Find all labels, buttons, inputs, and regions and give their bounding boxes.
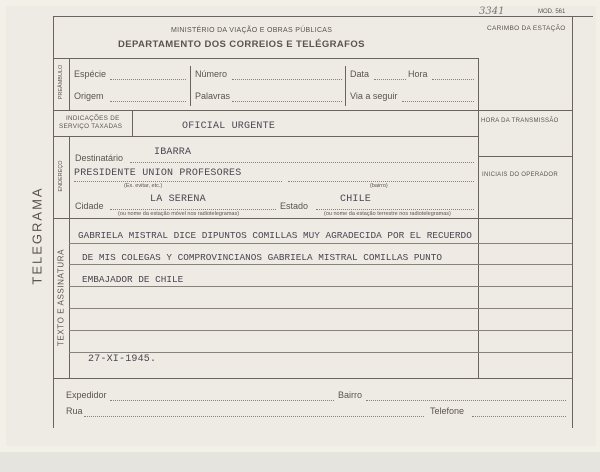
- form-left-border: [53, 16, 54, 428]
- handwritten-number: 3341: [479, 6, 505, 17]
- message-line-1: GABRIELA MISTRAL DICE DIPUNTOS COMILLAS MUY AGRADECIDA POR EL RECUERDO: [78, 230, 472, 241]
- message-rule-3: [69, 286, 572, 287]
- bairro-label: Bairro: [338, 390, 363, 400]
- numero-field[interactable]: [232, 79, 342, 80]
- address-side-label: ENDEREÇO: [58, 160, 64, 192]
- preamble-col1: [190, 66, 191, 106]
- scan-margin: [0, 452, 600, 472]
- via-label: Via a seguir: [350, 91, 398, 101]
- telegram-form: [6, 6, 596, 446]
- destinatario-field[interactable]: [130, 162, 474, 163]
- service-label-line2: SERVIÇO TAXADAS: [59, 123, 123, 130]
- destinatario-value: IBARRA: [154, 147, 192, 158]
- iniciais-operador-label: INICIAIS DO OPERADOR: [482, 172, 559, 178]
- rua-field[interactable]: [84, 416, 424, 417]
- bairro-field[interactable]: [288, 181, 474, 182]
- message-rule-2: [69, 264, 572, 265]
- hint-cidade: (ou nome da estação móvel nos radiotelegramas): [118, 211, 240, 217]
- estado-field[interactable]: [316, 209, 474, 210]
- data-label: Data: [350, 69, 370, 79]
- cidade-label: Cidade: [75, 201, 104, 211]
- address-bottom: [53, 218, 479, 219]
- preamble-bottom: [53, 110, 572, 111]
- message-rule-5: [69, 330, 572, 331]
- stamp-row-divider: [478, 156, 572, 157]
- service-label-line1: INDICAÇÕES DE: [66, 115, 120, 122]
- cidade-value: LA SERENA: [150, 194, 206, 205]
- especie-field[interactable]: [110, 79, 186, 80]
- form-bottom-border: [53, 378, 572, 379]
- hint-estado: (ou nome da estação terrestre nos radiotelegramas): [324, 211, 451, 217]
- palavras-field[interactable]: [232, 101, 342, 102]
- estado-label: Estado: [280, 201, 309, 211]
- service-value: OFICIAL URGENTE: [182, 121, 276, 132]
- form-right-border: [572, 16, 573, 428]
- data-field[interactable]: [374, 79, 406, 80]
- ministry-heading: MINISTÉRIO DA VIAÇÃO E OBRAS PÚBLICAS: [171, 27, 333, 34]
- numero-label: Número: [195, 69, 228, 79]
- address-side-divider: [69, 136, 70, 218]
- message-line-2: DE MIS COLEGAS Y COMPROVINCIANOS GABRIELA MISTRAL COMILLAS PUNTO: [82, 252, 443, 263]
- destinatario-label: Destinatário: [75, 153, 124, 163]
- telefone-label: Telefone: [430, 406, 465, 416]
- message-rule-6: [69, 352, 572, 353]
- telegrama-title: TELEGRAMA: [29, 186, 45, 285]
- form-top-border: [53, 16, 593, 17]
- message-side-label: TEXTO E ASSINATURA: [56, 248, 66, 347]
- message-rule-4: [69, 308, 572, 309]
- hint-bairro: (bairro): [370, 183, 388, 189]
- message-date: 27-XI-1945.: [88, 354, 157, 365]
- palavras-label: Palavras: [195, 91, 231, 101]
- preamble-top: [53, 58, 479, 59]
- cidade-field[interactable]: [110, 209, 276, 210]
- form-number: MOD. 561: [538, 9, 566, 15]
- preamble-side-label: PREÂMBULO: [58, 64, 64, 100]
- address-line2-value: PRESIDENTE UNION PROFESORES: [74, 168, 242, 179]
- department-heading: DEPARTAMENTO DOS CORREIOS E TELÉGRAFOS: [118, 39, 365, 50]
- especie-label: Espécie: [74, 69, 107, 79]
- service-bottom: [53, 136, 479, 137]
- message-rule-1: [69, 243, 572, 244]
- hint-evitar: (Ex. evitar, etc.): [124, 183, 163, 189]
- address-line2-field[interactable]: [74, 181, 282, 182]
- expedidor-field[interactable]: [110, 400, 334, 401]
- stamp-lower-divider: [478, 218, 572, 219]
- via-field[interactable]: [402, 101, 474, 102]
- footer-bairro-field[interactable]: [366, 400, 566, 401]
- message-side-divider: [69, 218, 70, 378]
- hora-label: Hora: [408, 69, 428, 79]
- service-divider: [132, 110, 133, 136]
- preamble-side-divider: [69, 58, 70, 110]
- origem-field[interactable]: [110, 101, 186, 102]
- hora-transmissao-label: HORA DA TRANSMISSÃO: [481, 118, 559, 124]
- expedidor-label: Expedidor: [66, 390, 107, 400]
- estado-value: CHILE: [340, 194, 372, 205]
- hora-field[interactable]: [432, 79, 474, 80]
- preamble-col2: [345, 66, 346, 106]
- origem-label: Origem: [74, 91, 104, 101]
- message-line-3: EMBAJADOR DE CHILE: [82, 274, 184, 285]
- rua-label: Rua: [66, 406, 83, 416]
- telefone-field[interactable]: [472, 416, 566, 417]
- station-stamp-label: CARIMBO DA ESTAÇÃO: [487, 25, 566, 32]
